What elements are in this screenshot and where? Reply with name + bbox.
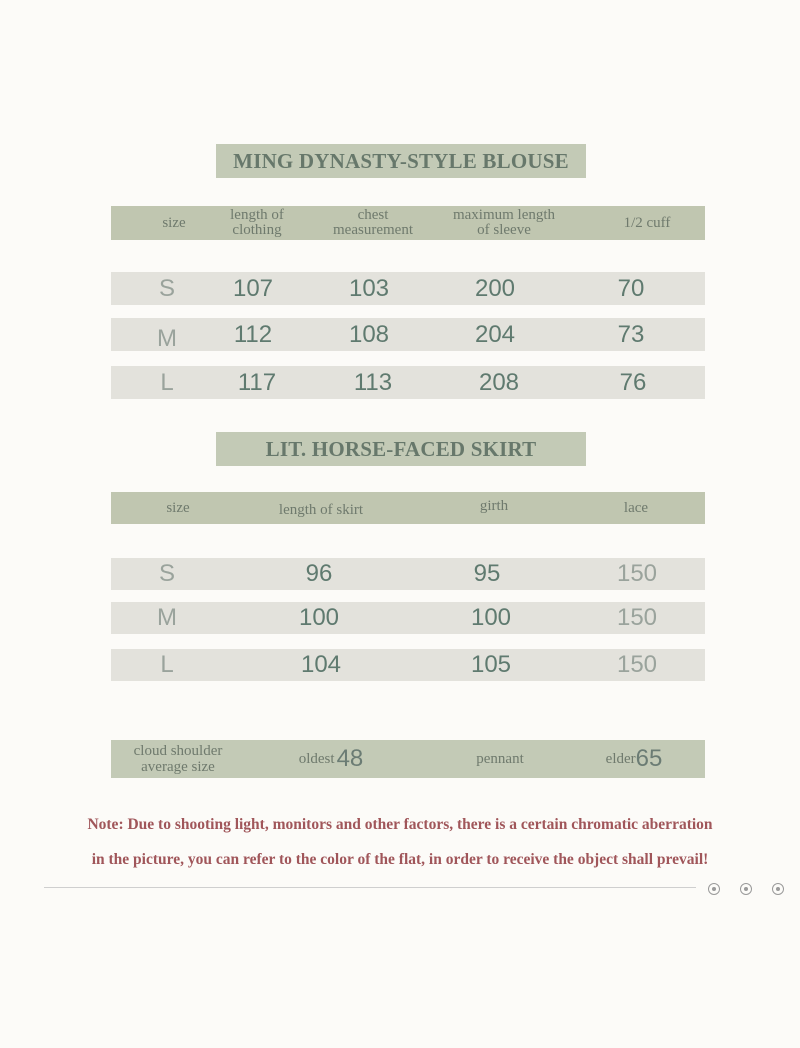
skirt-row-m: [111, 602, 705, 634]
skirt-row-s: [111, 558, 705, 590]
skirt-title: LIT. HORSE-FACED SKIRT: [216, 432, 586, 466]
flower-icon: [740, 883, 752, 895]
blouse-row-l: [111, 366, 705, 399]
blouse-size-cell: S: [158, 274, 175, 302]
blouse-length-cell: 117: [237, 368, 277, 396]
blouse-length-cell: 107: [232, 274, 274, 302]
skirt-lace-cell: 150: [616, 651, 658, 678]
oldest-group: [271, 740, 391, 778]
skirt-size-cell: S: [158, 560, 175, 587]
elder-group: [591, 740, 677, 778]
skirt-header-lace: lace: [623, 499, 649, 516]
blouse-cuff-cell: 70: [617, 274, 645, 302]
blouse-sleeve-cell: 204: [474, 320, 516, 348]
blouse-header-chest: chest measurement: [333, 207, 413, 238]
oldest-value: 48: [336, 745, 364, 772]
blouse-size-cell: L: [160, 368, 174, 396]
skirt-size-cell: L: [160, 651, 174, 678]
blouse-title: MING DYNASTY-STYLE BLOUSE: [216, 144, 586, 178]
blouse-length-cell: 112: [233, 320, 273, 348]
blouse-row-s: [111, 272, 705, 305]
skirt-girth-cell: 105: [470, 651, 512, 678]
blouse-chest-cell: 108: [348, 320, 390, 348]
skirt-header-girth: girth: [479, 497, 509, 514]
flower-icon: [772, 883, 784, 895]
blouse-sleeve-cell: 208: [478, 368, 520, 396]
flower-icon: [708, 883, 720, 895]
blouse-chest-cell: 113: [353, 368, 393, 396]
blouse-row-m: [111, 318, 705, 351]
blouse-chest-cell: 103: [348, 274, 390, 302]
skirt-lace-cell: 150: [616, 604, 658, 631]
elder-label: elder: [605, 751, 636, 767]
skirt-length-cell: 96: [305, 560, 333, 587]
cloud-shoulder-bar: [111, 740, 705, 778]
blouse-sleeve-cell: 200: [474, 274, 516, 302]
pennant-label: pennant: [476, 751, 524, 767]
blouse-header-length: length of clothing: [230, 207, 284, 238]
elder-value: 65: [635, 745, 663, 772]
cloud-shoulder-label: cloud shoulder average size: [133, 743, 223, 775]
blouse-header-cuff: 1/2 cuff: [623, 214, 671, 231]
skirt-girth-cell: 100: [470, 604, 512, 631]
skirt-row-l: [111, 649, 705, 681]
blouse-header-size: size: [162, 214, 186, 231]
skirt-size-cell: M: [157, 604, 177, 631]
skirt-header-length: length of skirt: [278, 501, 364, 518]
blouse-cuff-cell: 73: [617, 320, 645, 348]
skirt-lace-cell: 150: [616, 560, 658, 587]
skirt-girth-cell: 95: [473, 560, 501, 587]
note-line-1: Note: Due to shooting light, monitors and other factors, there is a certain chromatic aberration: [87, 816, 713, 833]
blouse-size-cell: M: [157, 324, 177, 352]
blouse-header-sleeve: maximum length of sleeve: [452, 207, 556, 238]
blouse-cuff-cell: 76: [619, 368, 647, 396]
footer-divider: [44, 887, 696, 888]
note-line-2: in the picture, you can refer to the color of the flat, in order to receive the object shall prevail!: [91, 851, 709, 868]
skirt-length-cell: 100: [298, 604, 340, 631]
blouse-header-row: [111, 206, 705, 240]
skirt-header-size: size: [166, 499, 190, 516]
skirt-length-cell: 104: [300, 651, 342, 678]
skirt-header-row: [111, 492, 705, 524]
oldest-label: oldest: [298, 751, 335, 767]
